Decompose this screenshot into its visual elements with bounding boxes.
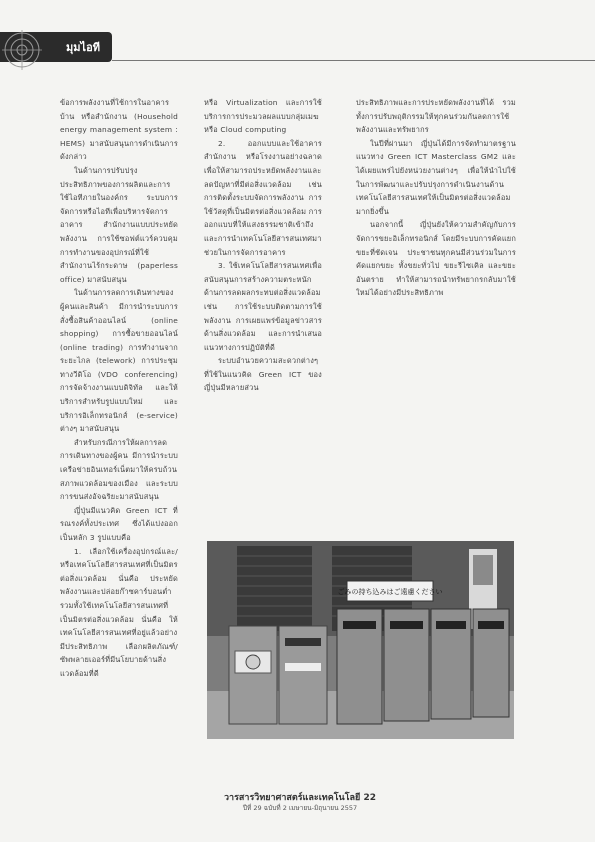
paragraph: ในด้านการลดการเดินทางของผู้คนและสินค้า มีการนำระบบการสั่งซื้อสินค้าออนไลน์ (online shopping) การซื้อขายออนไลน์ (online trading) การทำงานจากระยะไกล (telework) การประชุมทางวีดิโอ (VDO conferencing) การจัดจ้างงานแบบดิจิทัล และให้บริการสำหรับรูปแบบใหม่ และบริการอิเล็กทรอนิกส์ (e-service) ต่างๆ มาสนับสนุน xyxy=(60,288,178,434)
footer-magazine-title xyxy=(200,790,400,804)
paragraph: ข้อการพลังงานที่ใช้การในอาคาร บ้าน หรือสำนักงาน (Household energy management system : HEMS) มาสนับสนุนการดำเนินการดังกล่าว xyxy=(60,98,178,162)
target-logo-icon xyxy=(2,30,42,70)
paragraph: ในปีที่ผ่านมา ญี่ปุ่นได้มีการจัดทำมาตรฐานแนวทาง Green ICT Masterclass GM2 และได้เผยแพร่ไปยังหน่วยงานต่างๆ เพื่อให้นำไปใช้ในการพัฒนาและปรับปรุงการดำเนินงานด้านเทคโนโลยีสารสนเทศให้เป็นมิตรต่อสิ่งแวดล้อมมากยิ่งขึ้น xyxy=(356,138,516,216)
paragraph: 1. เลือกใช้เครื่องอุปกรณ์และ/หรือเทคโนโลยีสารสนเทศที่เป็นมิตรต่อสิ่งแวดล้อม นั่นคือ ประหยัดพลังงานและปล่อยก๊าซคาร์บอนต่ำ รวมทั้งใช้เทคโนโลยีสารสนเทศที่เป็นมิตรต่อสิ่งแวดล้อม นั่นคือ ให้เทคโนโลยีสารสนเทศที่อยู่แล้วอย่างมีประสิทธิภาพ เลือกผลิตภัณฑ์/ซัพพลายเออร์ที่มีนโยบายด้านสิ่งแวดล้อมที่ดี xyxy=(60,546,178,678)
column-left xyxy=(60,96,178,736)
column-right xyxy=(356,96,516,536)
paragraph: 2. ออกแบบและใช้อาคารสำนักงาน หรือโรงงานอย่างฉลาด เพื่อให้สามารถประหยัดพลังงานและลดปัญหาที่มีต่อสิ่งแวดล้อม เช่น การติดตั้งระบบจัดการพลังงาน การใช้วัสดุที่เป็นมิตรต่อสิ่งแวดล้อม การออกแบบที่ให้แสงธรรมชาติเข้าถึง และการนำเทคโนโลยีสารสนเทศมาช่วยในการจัดการอาคาร xyxy=(204,138,322,257)
paragraph: ในด้านการปรับปรุงประสิทธิภาพของการผลิตและการใช้ไอทีภายในองค์กร ระบบการจัดการหรือไอทีเพื่อบริหารจัดการอาคาร สำนักงานแบบประหยัดพลังงาน การใช้ซอฟต์แวร์ควบคุมการทำงานของอุปกรณ์ที่ใช้สำนักงานไร้กระดาษ (paperless office) มาสนับสนุน xyxy=(60,165,178,284)
paragraph: ญี่ปุ่นมีแนวคิด Green ICT ที่รณรงค์ทั้งประเทศ ซึ่งได้แบ่งออกเป็นหลัก 3 รูปแบบคือ xyxy=(60,505,178,542)
paragraph: สำหรับกรณีการให้ผลการลดการเดินทางของผู้คน มีการนำระบบเครือข่ายอินเทอร์เน็ตมาให้ครบถ้วน สภาพแวดล้อมของเมือง และระบบการขนส่งอัจฉริยะมาสนับสนุน xyxy=(60,437,178,502)
paragraph: ประสิทธิภาพและการประหยัดพลังงานที่ได้ รวมทั้งการปรับพฤติกรรมให้ทุกคนร่วมกันลดการใช้พลังงานและทรัพยากร xyxy=(356,98,516,135)
paragraph: ระบบอำนวยความสะดวกต่างๆ ที่ใช้ในแนวคิด Green ICT ของญี่ปุ่นมีหลายส่วน xyxy=(204,356,322,393)
recycling-bins-photo xyxy=(207,541,514,739)
paragraph: 3. ใช้เทคโนโลยีสารสนเทศเพื่อสนับสนุนการสร้างความตระหนักด้านการลดผลกระทบต่อสิ่งแวดล้อม เช่น การใช้ระบบติดตามการใช้พลังงาน การเผยแพร่ข้อมูลข่าวสารด้านสิ่งแวดล้อม และการนำเสนอแนวทางการปฏิบัติที่ดี xyxy=(204,261,322,352)
recycling-bin-group-right xyxy=(337,609,509,724)
footer-magazine-name: วารสารวิทยาศาสตร์และเทคโนโลยี xyxy=(223,793,361,803)
paragraph: หรือ Virtualization และการใช้บริการการประมวลผลแบบกลุ่มเมฆหรือ Cloud computing xyxy=(204,98,322,135)
footer-issue-info: ปีที่ 29 ฉบับที่ 2 เมษายน-มิถุนายน 2557 xyxy=(242,804,358,812)
page-number: 22 xyxy=(363,793,377,803)
header-divider xyxy=(112,60,595,61)
no-dumping-sign: ごみの持ち込みはご遠慮ください xyxy=(337,588,443,596)
column-middle xyxy=(204,96,322,536)
paragraph: นอกจากนี้ ญี่ปุ่นยังให้ความสำคัญกับการจัดการขยะอิเล็กทรอนิกส์ โดยมีระบบการคัดแยกขยะที่ชัดเจน ประชาชนทุกคนมีส่วนร่วมในการคัดแยกขยะ ทั้งขยะทั่วไป ขยะรีไซเคิล และขยะอันตราย ทำให้สามารถนำทรัพยากรกลับมาใช้ใหม่ได้อย่างมีประสิทธิภาพ xyxy=(356,220,516,298)
section-title: มุมไอที xyxy=(66,41,100,54)
